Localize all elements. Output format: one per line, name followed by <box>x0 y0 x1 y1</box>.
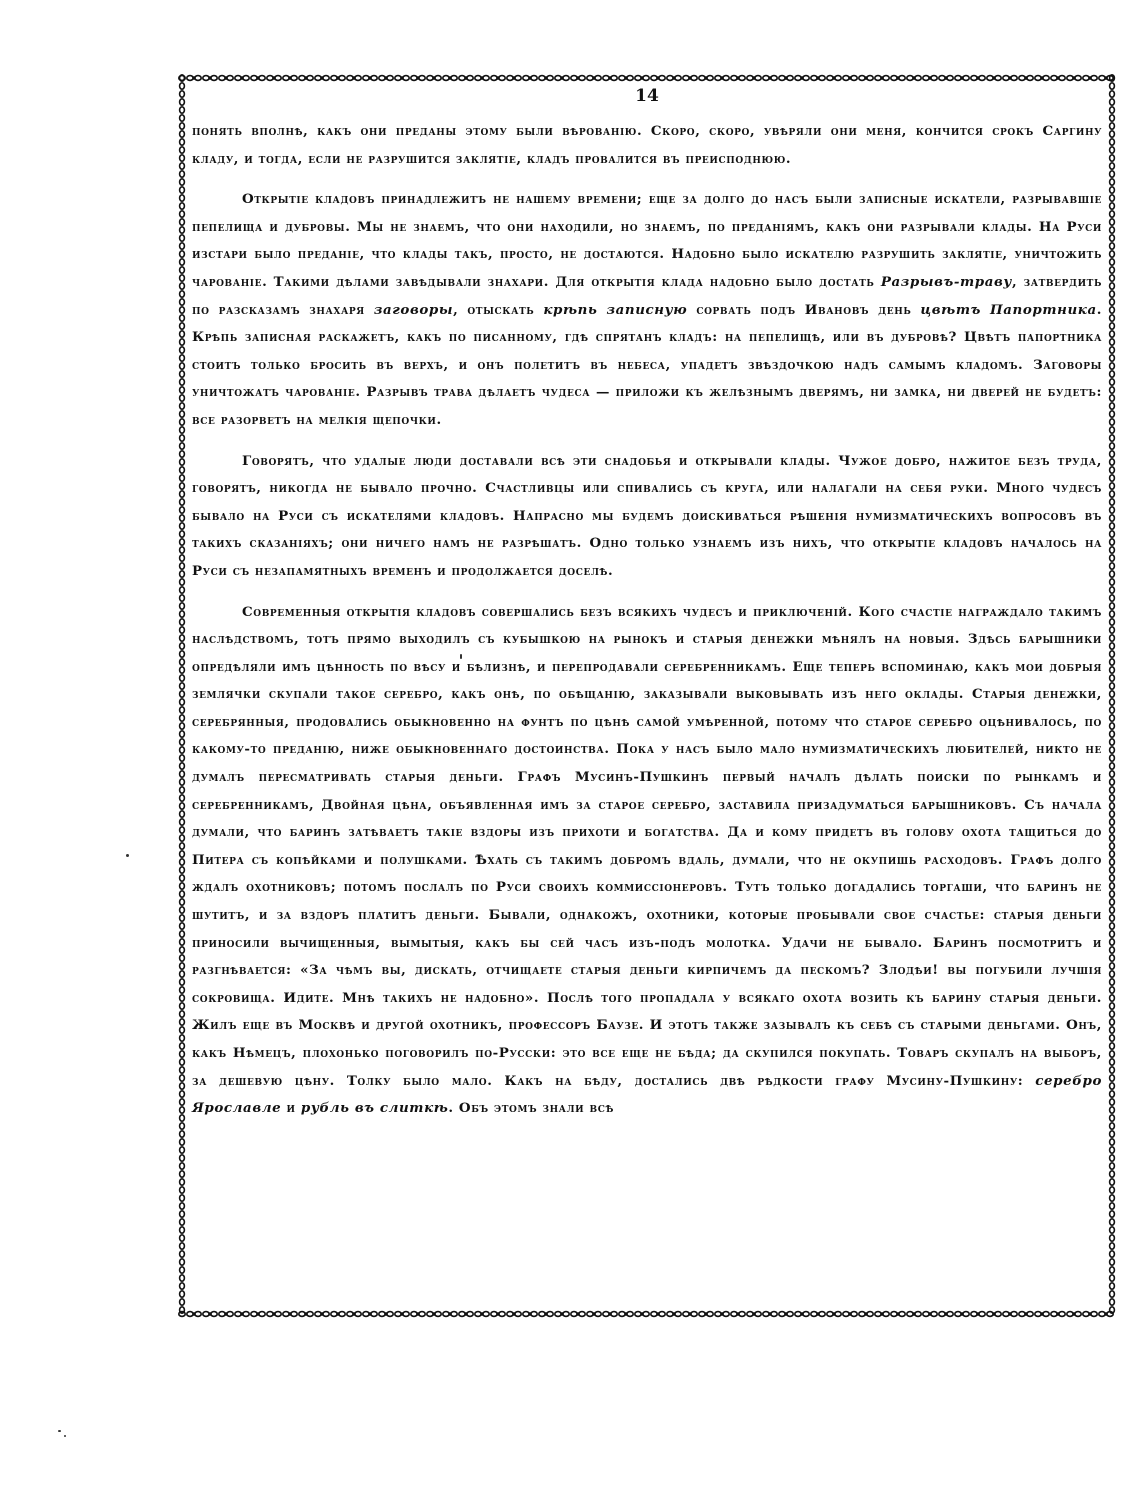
text-run: понять вполнѣ, какъ они преданы этому были вѣрованію. Скоро, скоро, увѣряли они меня, кончится срокъ Саргину кладу, и тогда, если не разрушится заклятіе, кладъ провалится въ преисподнюю. <box>192 123 1102 167</box>
text-run: сорвать подъ Ивановъ день <box>687 301 921 318</box>
italic-phrase: заговоры <box>373 301 454 318</box>
page-frame <box>174 72 1120 1322</box>
paragraph <box>192 118 1102 173</box>
text-run: . Крѣпь записная раскажетъ, какъ по писанному, гдѣ спрятанъ кладъ: на пепелищѣ, или въ дубровѣ? Цвѣтъ папортника стоитъ только бросить въ верхъ, и онъ полетитъ въ небеса, упадетъ звѣздочкою надъ самымъ кладомъ. Заговоры уничтожатъ чарованіе. Разрывъ трава дѣлаетъ чудеса — приложи къ желѣзнымъ дверямъ, ни замка, ни дверей не будетъ: все разорветъ на мелкія щепочки. <box>192 301 1102 428</box>
page-number: 14 <box>635 86 659 106</box>
text-run: . Объ этомъ знали всѣ <box>448 1100 615 1117</box>
text-run: , отыскать <box>453 301 544 318</box>
text-run: Современныя открытія кладовъ совершались безъ всякихъ чудесъ и приключеній. Кого счастіе награждало такимъ наслѣдствомъ, тотъ прямо выходилъ съ кубышкою на рынокъ и старыя денежки мѣнялъ на новыя. Здѣсь барышники опредѣляли имъ цѣнность по вѣсу и бѣлизнѣ, и перепродавали серебренникамъ. Еще теперь вспоминаю, какъ мои добрыя землячки скупали такое серебро, какъ онѣ, по обѣщанію, заказывали выковывать изъ него оклады. Старыя денежки, серебрянныя, продовались обыкновенно на фунтъ по цѣнѣ самой умѣренной, потому что старое серебро оцѣнивалось, по какому-то преданію, ниже обыкновеннаго достоинства. Пока у насъ было мало нумизматическихъ любителей, никто не думалъ пересматривать старыя деньги. Графъ Мусинъ-Пушкинъ первый началъ дѣлать поиски по рынкамъ и серебренникамъ, Двойная цѣна, объявленная имъ за старое серебро, заставила призадуматься барышниковъ. Съ начала думали, что баринъ затѣваетъ такіе вздоры изъ прихоти и богатства. Да и кому придетъ въ голову охота тащиться до Питера съ копѣйками и полушками. Ѣхать съ такимъ добромъ вдаль, думали, что не окупишь расходовъ. Графъ долго ждалъ охотниковъ; потомъ послалъ по Руси своихъ коммиссіонеровъ. Тутъ только догадались торгаши, что баринъ не шутитъ, и за вздоръ платитъ деньги. Бывали, однакожъ, охотники, которые пробывали свое счастье: старыя деньги приносили вычищенныя, вымытыя, какъ бы сей часъ изъ-подъ молотка. Удачи не бывало. Баринъ посмотритъ и разгнѣвается: «За чѣмъ вы, дискать, отчищаете старыя деньги кирпичемъ да пескомъ? Злодѣи! вы погубили лучшія сокровища. Идите. Мнѣ такихъ не надобно». Послѣ того пропадала у всякаго охота возить къ барину старыя деньги. Жилъ еще въ Москвѣ и другой охотникъ, профессоръ Баузе. И этотъ также зазывалъ къ себѣ съ старыми деньгами. Онъ, какъ Нѣмецъ, плохонько поговорилъ по-Русски: это все еще не бѣда; да скупился покупать. Товаръ скупалъ на выборъ, за дешевую цѣну. Толку было мало. Какъ на бѣду, достались двѣ рѣдкости графу Мусину-Пушкину: <box>192 603 1102 1089</box>
text-run: и <box>281 1100 301 1117</box>
text-run: , затвердить по разсказамъ знахаря <box>192 273 1102 318</box>
paragraph <box>192 599 1102 1123</box>
italic-phrase: серебро Ярославле <box>192 1072 1102 1117</box>
paragraph <box>192 186 1102 434</box>
margin-speck <box>58 1430 61 1432</box>
margin-speck <box>460 654 462 659</box>
text-run: Говорятъ, что удалые люди доставали всѣ эти снадобья и открывали клады. Чужое добро, нажитое безъ труда, говорятъ, никогда не бывало прочно. Счастливцы или спивались съ круга, или налагали на себя руки. Много чудесъ бывало на Руси съ искателями кладовъ. Напрасно мы будемъ доискиваться рѣшенія нумизматическихъ вопросовъ въ такихъ сказаніяхъ; они ничего намъ не разрѣшатъ. Одно только узнаемъ изъ нихъ, что открытіе кладовъ началось на Руси съ незапамятныхъ временъ и продолжается доселѣ. <box>192 452 1102 579</box>
paragraph <box>192 448 1102 586</box>
italic-phrase: цвѣтъ Папортника <box>920 301 1097 318</box>
margin-speck <box>64 1435 66 1437</box>
body-text <box>192 118 1102 1136</box>
margin-speck <box>126 854 129 857</box>
italic-phrase: крѣпь записную <box>543 301 688 318</box>
italic-phrase: Разрывъ-траву <box>880 273 1012 290</box>
text-run: Открытіе кладовъ принадлежитъ не нашему времени; еще за долго до насъ были записные искатели, разрывавшіе пепелища и дубровы. Мы не знаемъ, что они находили, но знаемъ, по преданіямъ, какъ они разрывали клады. На Руси изстари было преданіе, что клады такъ, просто, не достаются. Надобно было искателю разрушить заклятіе, уничтожить чарованіе. Такими дѣлами завѣдывали знахари. Для открытія клада надобно было достать <box>192 191 1102 290</box>
italic-phrase: рубль въ слиткѣ <box>300 1100 449 1117</box>
